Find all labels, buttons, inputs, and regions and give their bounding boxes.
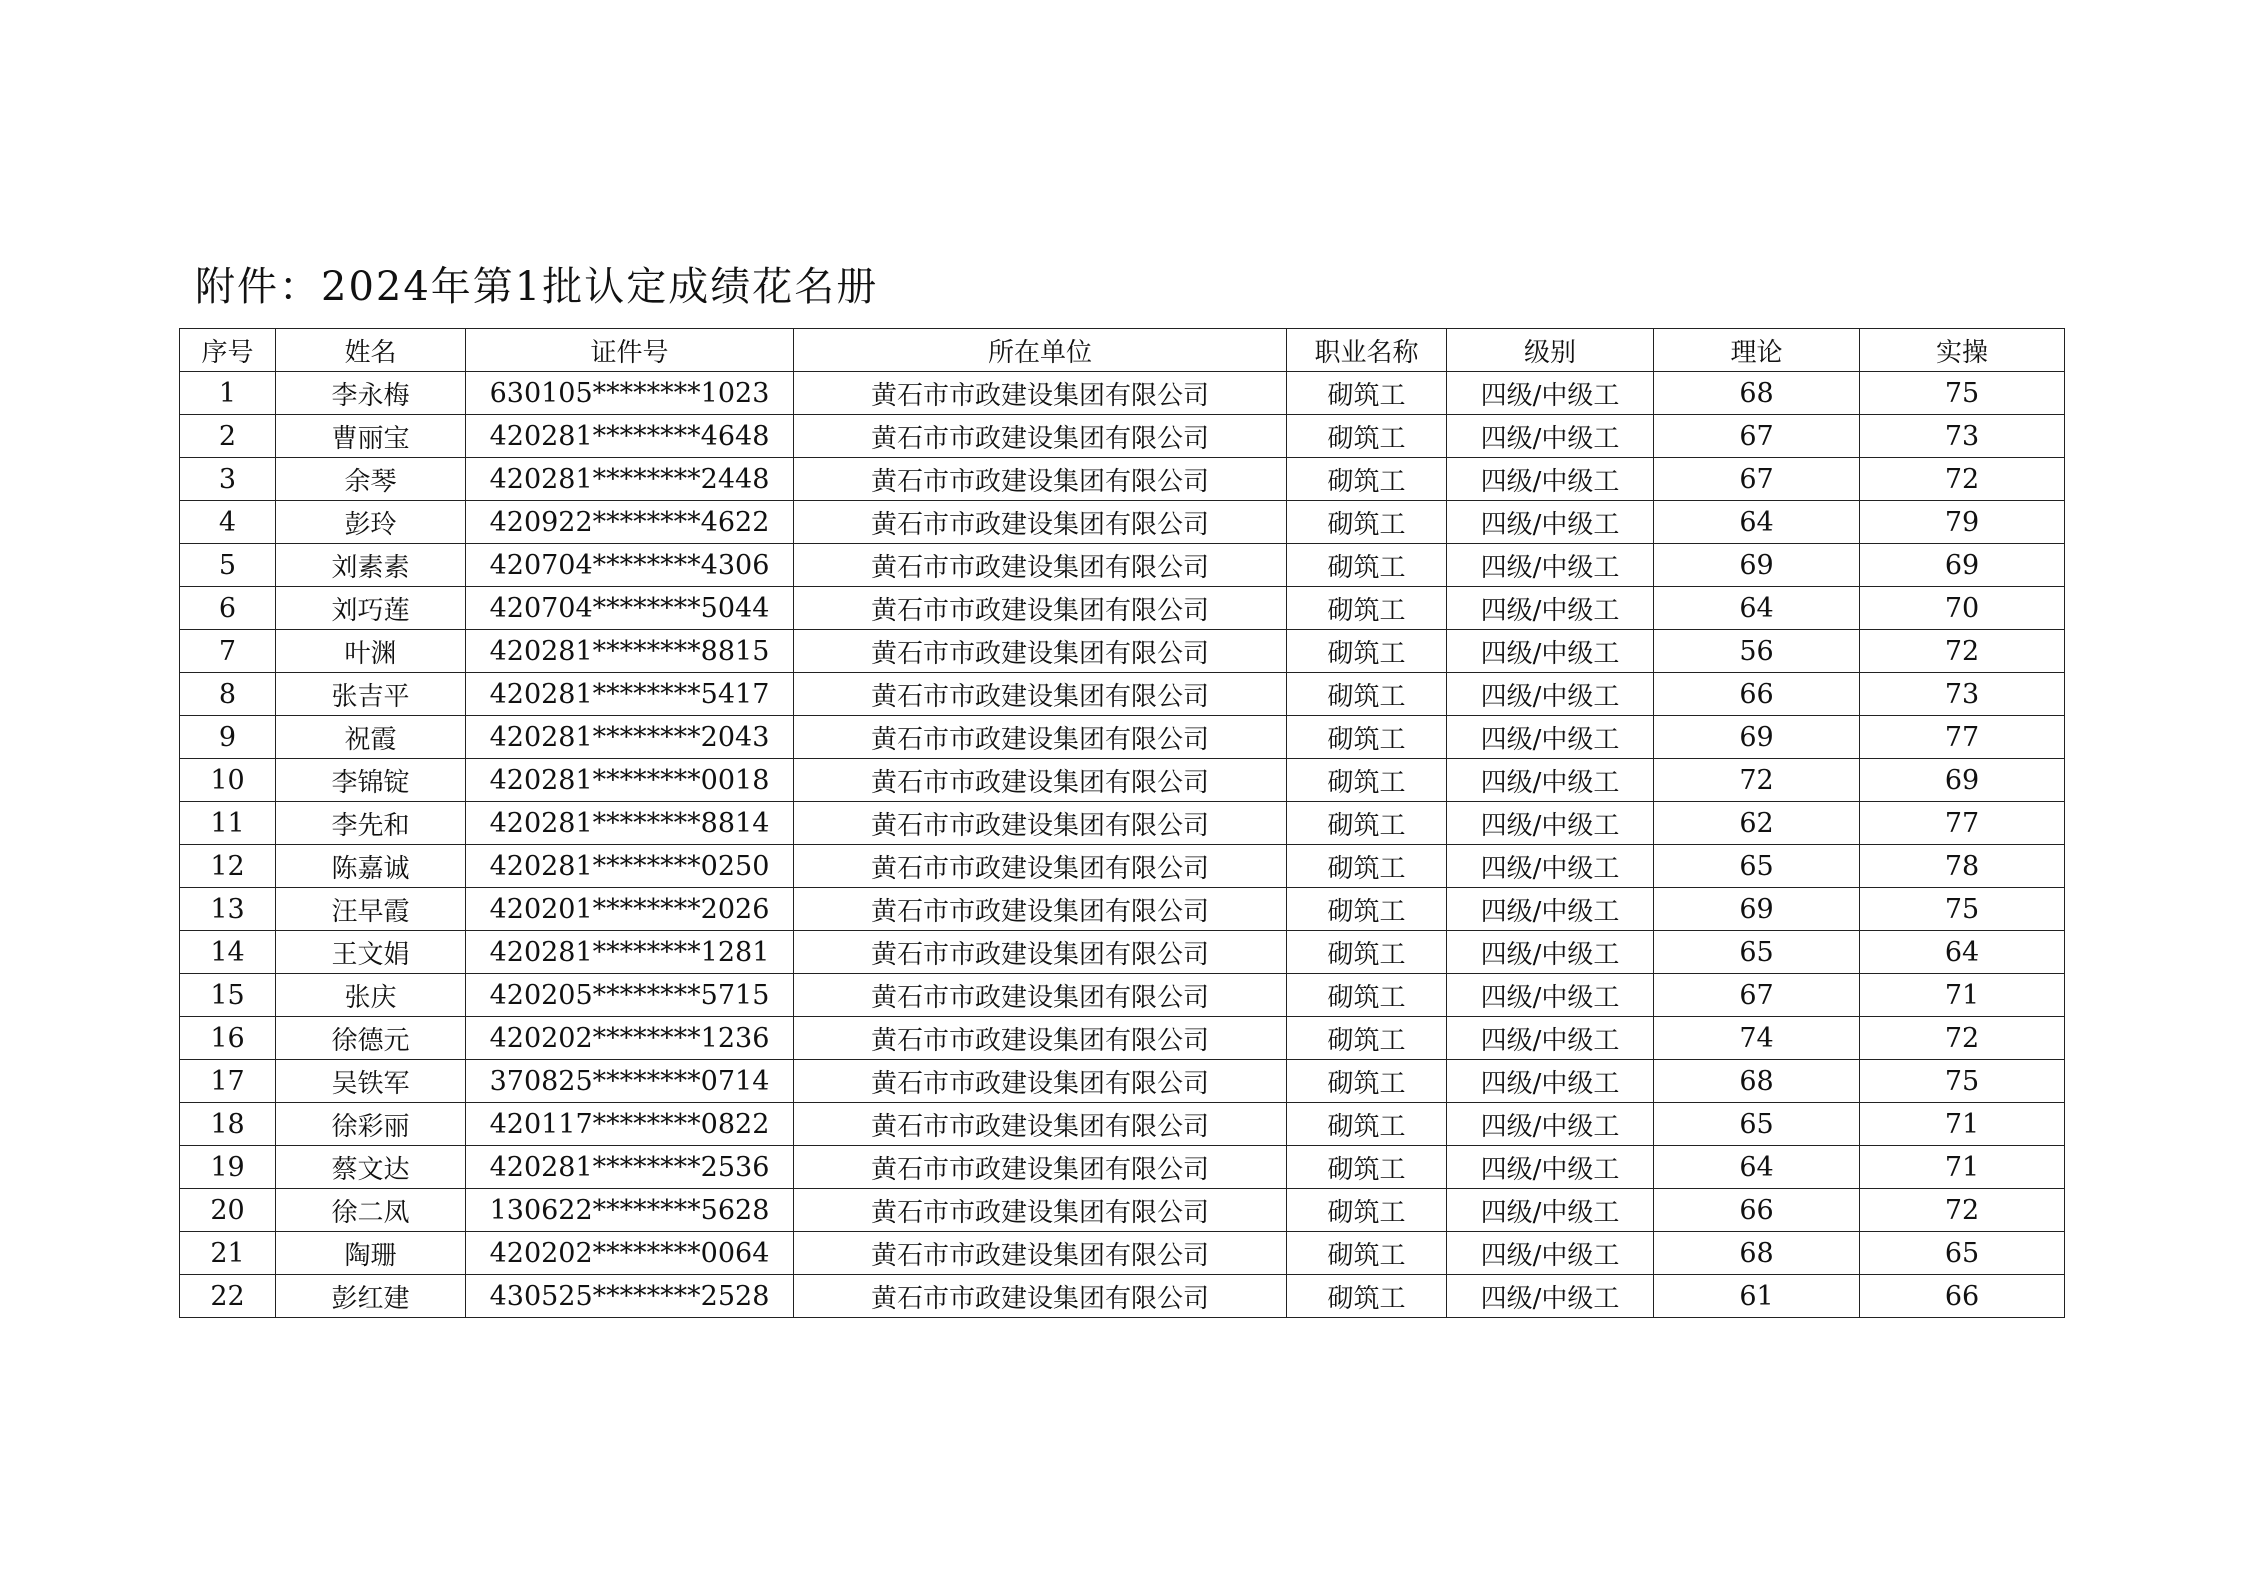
cell-level: 四级/中级工 <box>1447 716 1654 759</box>
cell-employer: 黄石市市政建设集团有限公司 <box>794 974 1287 1017</box>
cell-level: 四级/中级工 <box>1447 587 1654 630</box>
cell-level: 四级/中级工 <box>1447 501 1654 544</box>
cell-level: 四级/中级工 <box>1447 1060 1654 1103</box>
cell-name: 李永梅 <box>276 372 466 415</box>
cell-employer: 黄石市市政建设集团有限公司 <box>794 931 1287 974</box>
header-employer: 所在单位 <box>794 329 1287 372</box>
header-id-number: 证件号 <box>466 329 794 372</box>
cell-level: 四级/中级工 <box>1447 458 1654 501</box>
cell-name: 李先和 <box>276 802 466 845</box>
cell-index: 9 <box>180 716 276 759</box>
table-row <box>180 372 2065 415</box>
cell-practical-score: 70 <box>1860 587 2065 630</box>
cell-name: 叶渊 <box>276 630 466 673</box>
cell-id-number: 420201********2026 <box>466 888 794 931</box>
cell-id-number: 370825********0714 <box>466 1060 794 1103</box>
cell-occupation: 砌筑工 <box>1287 415 1447 458</box>
cell-name: 汪早霞 <box>276 888 466 931</box>
table-row <box>180 845 2065 888</box>
cell-id-number: 420922********4622 <box>466 501 794 544</box>
cell-level: 四级/中级工 <box>1447 415 1654 458</box>
cell-occupation: 砌筑工 <box>1287 888 1447 931</box>
cell-index: 2 <box>180 415 276 458</box>
cell-level: 四级/中级工 <box>1447 372 1654 415</box>
cell-theory-score: 64 <box>1654 501 1860 544</box>
table-row <box>180 501 2065 544</box>
cell-employer: 黄石市市政建设集团有限公司 <box>794 1103 1287 1146</box>
cell-name: 陈嘉诚 <box>276 845 466 888</box>
cell-theory-score: 56 <box>1654 630 1860 673</box>
cell-practical-score: 75 <box>1860 1060 2065 1103</box>
cell-practical-score: 75 <box>1860 372 2065 415</box>
header-practical-score: 实操 <box>1860 329 2065 372</box>
cell-id-number: 420281********5417 <box>466 673 794 716</box>
cell-index: 3 <box>180 458 276 501</box>
cell-name: 吴铁军 <box>276 1060 466 1103</box>
cell-theory-score: 68 <box>1654 1232 1860 1275</box>
cell-theory-score: 64 <box>1654 1146 1860 1189</box>
cell-id-number: 420117********0822 <box>466 1103 794 1146</box>
cell-index: 13 <box>180 888 276 931</box>
cell-id-number: 420281********0018 <box>466 759 794 802</box>
cell-name: 祝霞 <box>276 716 466 759</box>
cell-name: 徐彩丽 <box>276 1103 466 1146</box>
cell-theory-score: 69 <box>1654 544 1860 587</box>
cell-theory-score: 69 <box>1654 888 1860 931</box>
cell-level: 四级/中级工 <box>1447 931 1654 974</box>
cell-theory-score: 67 <box>1654 415 1860 458</box>
cell-employer: 黄石市市政建设集团有限公司 <box>794 759 1287 802</box>
cell-id-number: 130622********5628 <box>466 1189 794 1232</box>
header-name: 姓名 <box>276 329 466 372</box>
table-row <box>180 1146 2065 1189</box>
cell-occupation: 砌筑工 <box>1287 1017 1447 1060</box>
cell-name: 蔡文达 <box>276 1146 466 1189</box>
table-row <box>180 415 2065 458</box>
cell-occupation: 砌筑工 <box>1287 716 1447 759</box>
cell-practical-score: 69 <box>1860 544 2065 587</box>
cell-index: 12 <box>180 845 276 888</box>
cell-occupation: 砌筑工 <box>1287 1275 1447 1318</box>
cell-practical-score: 72 <box>1860 1189 2065 1232</box>
table-header-row <box>180 329 2065 372</box>
cell-level: 四级/中级工 <box>1447 630 1654 673</box>
cell-occupation: 砌筑工 <box>1287 1189 1447 1232</box>
table-row <box>180 1189 2065 1232</box>
cell-level: 四级/中级工 <box>1447 1146 1654 1189</box>
table-row <box>180 458 2065 501</box>
cell-theory-score: 67 <box>1654 458 1860 501</box>
cell-employer: 黄石市市政建设集团有限公司 <box>794 802 1287 845</box>
cell-name: 彭红建 <box>276 1275 466 1318</box>
table-row <box>180 759 2065 802</box>
cell-name: 曹丽宝 <box>276 415 466 458</box>
cell-name: 李锦锭 <box>276 759 466 802</box>
cell-level: 四级/中级工 <box>1447 974 1654 1017</box>
cell-index: 22 <box>180 1275 276 1318</box>
cell-level: 四级/中级工 <box>1447 802 1654 845</box>
cell-id-number: 420704********5044 <box>466 587 794 630</box>
cell-id-number: 630105********1023 <box>466 372 794 415</box>
cell-occupation: 砌筑工 <box>1287 673 1447 716</box>
table-row <box>180 673 2065 716</box>
cell-occupation: 砌筑工 <box>1287 630 1447 673</box>
cell-employer: 黄石市市政建设集团有限公司 <box>794 1232 1287 1275</box>
cell-employer: 黄石市市政建设集团有限公司 <box>794 415 1287 458</box>
cell-employer: 黄石市市政建设集团有限公司 <box>794 888 1287 931</box>
cell-name: 陶珊 <box>276 1232 466 1275</box>
cell-practical-score: 79 <box>1860 501 2065 544</box>
cell-theory-score: 68 <box>1654 1060 1860 1103</box>
cell-practical-score: 71 <box>1860 974 2065 1017</box>
cell-employer: 黄石市市政建设集团有限公司 <box>794 501 1287 544</box>
table-row <box>180 888 2065 931</box>
cell-occupation: 砌筑工 <box>1287 587 1447 630</box>
cell-name: 张庆 <box>276 974 466 1017</box>
header-occupation: 职业名称 <box>1287 329 1447 372</box>
cell-theory-score: 66 <box>1654 673 1860 716</box>
score-roster-table <box>179 328 2065 1318</box>
cell-theory-score: 68 <box>1654 372 1860 415</box>
cell-practical-score: 71 <box>1860 1146 2065 1189</box>
cell-index: 17 <box>180 1060 276 1103</box>
cell-index: 11 <box>180 802 276 845</box>
cell-index: 7 <box>180 630 276 673</box>
cell-name: 刘素素 <box>276 544 466 587</box>
cell-theory-score: 72 <box>1654 759 1860 802</box>
cell-level: 四级/中级工 <box>1447 888 1654 931</box>
cell-id-number: 420202********0064 <box>466 1232 794 1275</box>
cell-index: 14 <box>180 931 276 974</box>
cell-index: 15 <box>180 974 276 1017</box>
table-row <box>180 544 2065 587</box>
cell-level: 四级/中级工 <box>1447 1232 1654 1275</box>
table-row <box>180 587 2065 630</box>
cell-theory-score: 67 <box>1654 974 1860 1017</box>
cell-index: 18 <box>180 1103 276 1146</box>
cell-name: 徐德元 <box>276 1017 466 1060</box>
cell-occupation: 砌筑工 <box>1287 1232 1447 1275</box>
cell-employer: 黄石市市政建设集团有限公司 <box>794 845 1287 888</box>
cell-level: 四级/中级工 <box>1447 1189 1654 1232</box>
cell-id-number: 430525********2528 <box>466 1275 794 1318</box>
table-row <box>180 1232 2065 1275</box>
cell-occupation: 砌筑工 <box>1287 372 1447 415</box>
cell-id-number: 420281********8815 <box>466 630 794 673</box>
cell-name: 王文娟 <box>276 931 466 974</box>
cell-id-number: 420704********4306 <box>466 544 794 587</box>
cell-occupation: 砌筑工 <box>1287 1146 1447 1189</box>
cell-employer: 黄石市市政建设集团有限公司 <box>794 544 1287 587</box>
cell-level: 四级/中级工 <box>1447 845 1654 888</box>
table-row <box>180 802 2065 845</box>
cell-index: 6 <box>180 587 276 630</box>
cell-theory-score: 65 <box>1654 931 1860 974</box>
table-row <box>180 931 2065 974</box>
cell-occupation: 砌筑工 <box>1287 802 1447 845</box>
cell-level: 四级/中级工 <box>1447 759 1654 802</box>
cell-employer: 黄石市市政建设集团有限公司 <box>794 1017 1287 1060</box>
cell-level: 四级/中级工 <box>1447 544 1654 587</box>
cell-id-number: 420202********1236 <box>466 1017 794 1060</box>
cell-occupation: 砌筑工 <box>1287 544 1447 587</box>
cell-employer: 黄石市市政建设集团有限公司 <box>794 1146 1287 1189</box>
cell-practical-score: 77 <box>1860 802 2065 845</box>
cell-practical-score: 73 <box>1860 415 2065 458</box>
cell-id-number: 420281********1281 <box>466 931 794 974</box>
cell-name: 刘巧莲 <box>276 587 466 630</box>
cell-occupation: 砌筑工 <box>1287 974 1447 1017</box>
cell-employer: 黄石市市政建设集团有限公司 <box>794 372 1287 415</box>
cell-index: 1 <box>180 372 276 415</box>
header-level: 级别 <box>1447 329 1654 372</box>
table-row <box>180 1060 2065 1103</box>
cell-employer: 黄石市市政建设集团有限公司 <box>794 458 1287 501</box>
cell-practical-score: 77 <box>1860 716 2065 759</box>
cell-id-number: 420281********2536 <box>466 1146 794 1189</box>
cell-level: 四级/中级工 <box>1447 1017 1654 1060</box>
cell-employer: 黄石市市政建设集团有限公司 <box>794 587 1287 630</box>
cell-level: 四级/中级工 <box>1447 1103 1654 1146</box>
cell-theory-score: 62 <box>1654 802 1860 845</box>
cell-employer: 黄石市市政建设集团有限公司 <box>794 630 1287 673</box>
cell-id-number: 420281********4648 <box>466 415 794 458</box>
cell-occupation: 砌筑工 <box>1287 1103 1447 1146</box>
cell-practical-score: 72 <box>1860 458 2065 501</box>
cell-employer: 黄石市市政建设集团有限公司 <box>794 716 1287 759</box>
cell-id-number: 420281********2448 <box>466 458 794 501</box>
cell-name: 张吉平 <box>276 673 466 716</box>
cell-practical-score: 72 <box>1860 630 2065 673</box>
cell-index: 16 <box>180 1017 276 1060</box>
cell-index: 5 <box>180 544 276 587</box>
cell-level: 四级/中级工 <box>1447 673 1654 716</box>
cell-occupation: 砌筑工 <box>1287 501 1447 544</box>
cell-employer: 黄石市市政建设集团有限公司 <box>794 673 1287 716</box>
cell-id-number: 420205********5715 <box>466 974 794 1017</box>
cell-theory-score: 65 <box>1654 845 1860 888</box>
cell-id-number: 420281********8814 <box>466 802 794 845</box>
cell-name: 余琴 <box>276 458 466 501</box>
cell-theory-score: 66 <box>1654 1189 1860 1232</box>
table-body <box>180 372 2065 1318</box>
cell-index: 10 <box>180 759 276 802</box>
header-index: 序号 <box>180 329 276 372</box>
cell-employer: 黄石市市政建设集团有限公司 <box>794 1275 1287 1318</box>
cell-practical-score: 69 <box>1860 759 2065 802</box>
cell-id-number: 420281********2043 <box>466 716 794 759</box>
cell-practical-score: 65 <box>1860 1232 2065 1275</box>
cell-index: 19 <box>180 1146 276 1189</box>
table-row <box>180 1275 2065 1318</box>
cell-occupation: 砌筑工 <box>1287 845 1447 888</box>
cell-index: 8 <box>180 673 276 716</box>
cell-theory-score: 61 <box>1654 1275 1860 1318</box>
cell-practical-score: 75 <box>1860 888 2065 931</box>
cell-employer: 黄石市市政建设集团有限公司 <box>794 1189 1287 1232</box>
cell-practical-score: 71 <box>1860 1103 2065 1146</box>
cell-id-number: 420281********0250 <box>466 845 794 888</box>
cell-index: 4 <box>180 501 276 544</box>
table-row <box>180 1103 2065 1146</box>
cell-practical-score: 78 <box>1860 845 2065 888</box>
cell-name: 彭玲 <box>276 501 466 544</box>
cell-level: 四级/中级工 <box>1447 1275 1654 1318</box>
cell-occupation: 砌筑工 <box>1287 458 1447 501</box>
header-theory-score: 理论 <box>1654 329 1860 372</box>
table-row <box>180 1017 2065 1060</box>
cell-practical-score: 73 <box>1860 673 2065 716</box>
cell-occupation: 砌筑工 <box>1287 931 1447 974</box>
cell-theory-score: 69 <box>1654 716 1860 759</box>
cell-employer: 黄石市市政建设集团有限公司 <box>794 1060 1287 1103</box>
cell-theory-score: 74 <box>1654 1017 1860 1060</box>
table-row <box>180 974 2065 1017</box>
cell-theory-score: 64 <box>1654 587 1860 630</box>
table-row <box>180 630 2065 673</box>
cell-index: 20 <box>180 1189 276 1232</box>
cell-index: 21 <box>180 1232 276 1275</box>
cell-occupation: 砌筑工 <box>1287 759 1447 802</box>
cell-practical-score: 72 <box>1860 1017 2065 1060</box>
cell-theory-score: 65 <box>1654 1103 1860 1146</box>
cell-practical-score: 64 <box>1860 931 2065 974</box>
page-title: 附件：2024年第1批认定成绩花名册 <box>195 264 879 310</box>
cell-name: 徐二凤 <box>276 1189 466 1232</box>
cell-practical-score: 66 <box>1860 1275 2065 1318</box>
table-row <box>180 716 2065 759</box>
cell-occupation: 砌筑工 <box>1287 1060 1447 1103</box>
